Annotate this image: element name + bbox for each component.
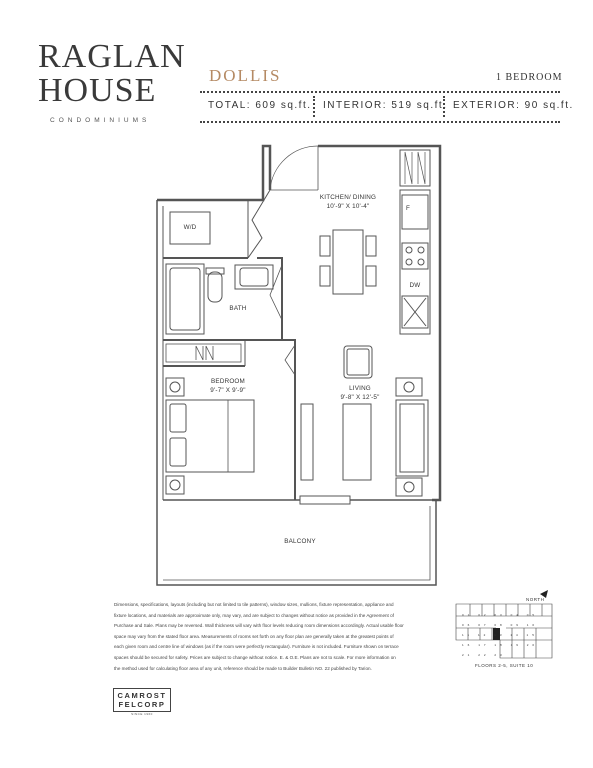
dining-table: [320, 230, 376, 294]
interior-walls: [163, 190, 295, 500]
keyplan-unit: 22: [478, 653, 490, 657]
keyplan-unit: 09: [510, 623, 522, 627]
keyplan-units: [462, 610, 552, 660]
living-name: LIVING: [349, 385, 371, 392]
keyplan-unit: 05: [526, 613, 539, 617]
keyplan-unit: 16: [462, 643, 474, 647]
disclaimer-line: fixture locations, and materials are approximate only, may vary, and are subject to changes without notice as provided in the Agreement of: [114, 612, 394, 618]
builder-line-2: FELCORP: [118, 700, 166, 709]
keyplan-unit: 07: [478, 623, 490, 627]
builder-logo: [113, 688, 171, 712]
keyplan-unit: 02: [478, 613, 490, 617]
bedroom-name: BEDROOM: [211, 378, 245, 385]
suite-type: 1 BEDROOM: [496, 72, 563, 83]
keyplan-unit: 01: [462, 613, 474, 617]
keyplan-unit: 10: [526, 623, 539, 627]
kitchen-size: 10'-9" X 10'-4": [326, 202, 370, 210]
interior-area: INTERIOR: 519 sq.ft.: [323, 100, 448, 111]
suite-name: DOLLIS: [209, 66, 282, 85]
living-furniture: [301, 346, 428, 496]
keyplan-unit: 04: [510, 613, 522, 617]
disclaimer-line: Purchase and Sale. Plans may be reversed. Wall thickness will vary with floor levels reducing room dimensions accordingly. Actual usable floor: [114, 623, 404, 629]
wd-label: W/D: [183, 224, 197, 231]
builder-tag: SINCE 1960: [131, 712, 153, 716]
brand-line-2: HOUSE: [38, 72, 157, 109]
living-size: 9'-8" X 12'-5": [340, 393, 380, 401]
disclaimer-line: space may vary from the stated floor area. Measurements of rooms set forth on any floor plan are generally taken at the greatest points of: [114, 633, 394, 639]
keyplan-unit: 21: [462, 653, 474, 657]
brand-line-1: RAGLAN: [38, 38, 186, 75]
exterior-area: EXTERIOR: 90 sq.ft.: [453, 100, 574, 111]
disclaimer-line: Dimensions, specifications, layouts (including but not limited to tile patterns), window sizes, mullions, fixture representation, appliance and: [114, 602, 394, 607]
keyplan-unit: 18: [494, 643, 506, 647]
north-label: NORTH: [526, 597, 545, 602]
disclaimer-line: spaces should be secured for safety. Prices are subject to change without notice. E. & O.E. Plans are not to scale. For more information on: [114, 654, 396, 660]
kitchen-label: [296, 194, 400, 211]
kitchen-name: KITCHEN/ DINING: [319, 194, 377, 201]
bedroom-size: 9'-7" X 9'-9": [210, 386, 246, 394]
keyplan-unit: 08: [494, 623, 506, 627]
keyplan-unit: 19: [510, 643, 522, 647]
keyplan-unit: 23: [494, 653, 506, 657]
kitchen-counter: [400, 150, 430, 334]
total-area: TOTAL: 609 sq.ft.: [208, 100, 312, 111]
living-label: [320, 385, 400, 402]
brand-subtitle: CONDOMINIUMS: [50, 117, 151, 124]
bath-fixtures: [166, 264, 273, 334]
keyplan-unit: 17: [478, 643, 490, 647]
keyplan-unit: 03: [494, 613, 506, 617]
keyplan-unit: 06: [462, 623, 474, 627]
disclaimer-line: the method used for calculating floor area of any unit, reference should be made to Builder Bulletin NO. 22 published by Tarion.: [114, 665, 372, 671]
keyplan-unit: 14: [510, 633, 522, 637]
balcony-label: BALCONY: [284, 538, 316, 545]
entry-door: [270, 146, 318, 190]
keyplan-caption: FLOORS 2-5, SUITE 10: [475, 663, 534, 668]
fridge-label: F: [405, 205, 411, 212]
bath-label: BATH: [229, 305, 247, 312]
keyplan-unit: 20: [526, 643, 539, 647]
keyplan-unit: 13: [494, 633, 506, 637]
disclaimer-line: each given room and centre line of windows (as if the room were perfectly rectangular). Furniture is not included. Furniture shown on terrace: [114, 644, 399, 650]
disclaimer: [114, 600, 450, 674]
keyplan-unit: 12: [477, 633, 490, 637]
keyplan-unit: 15: [526, 633, 538, 637]
builder-line-1: CAMROST: [117, 691, 167, 700]
bedroom-label: [188, 378, 268, 395]
dishwasher-label: DW: [409, 282, 421, 289]
bedroom-furniture: [166, 378, 254, 494]
keyplan-unit: 11: [462, 633, 474, 637]
